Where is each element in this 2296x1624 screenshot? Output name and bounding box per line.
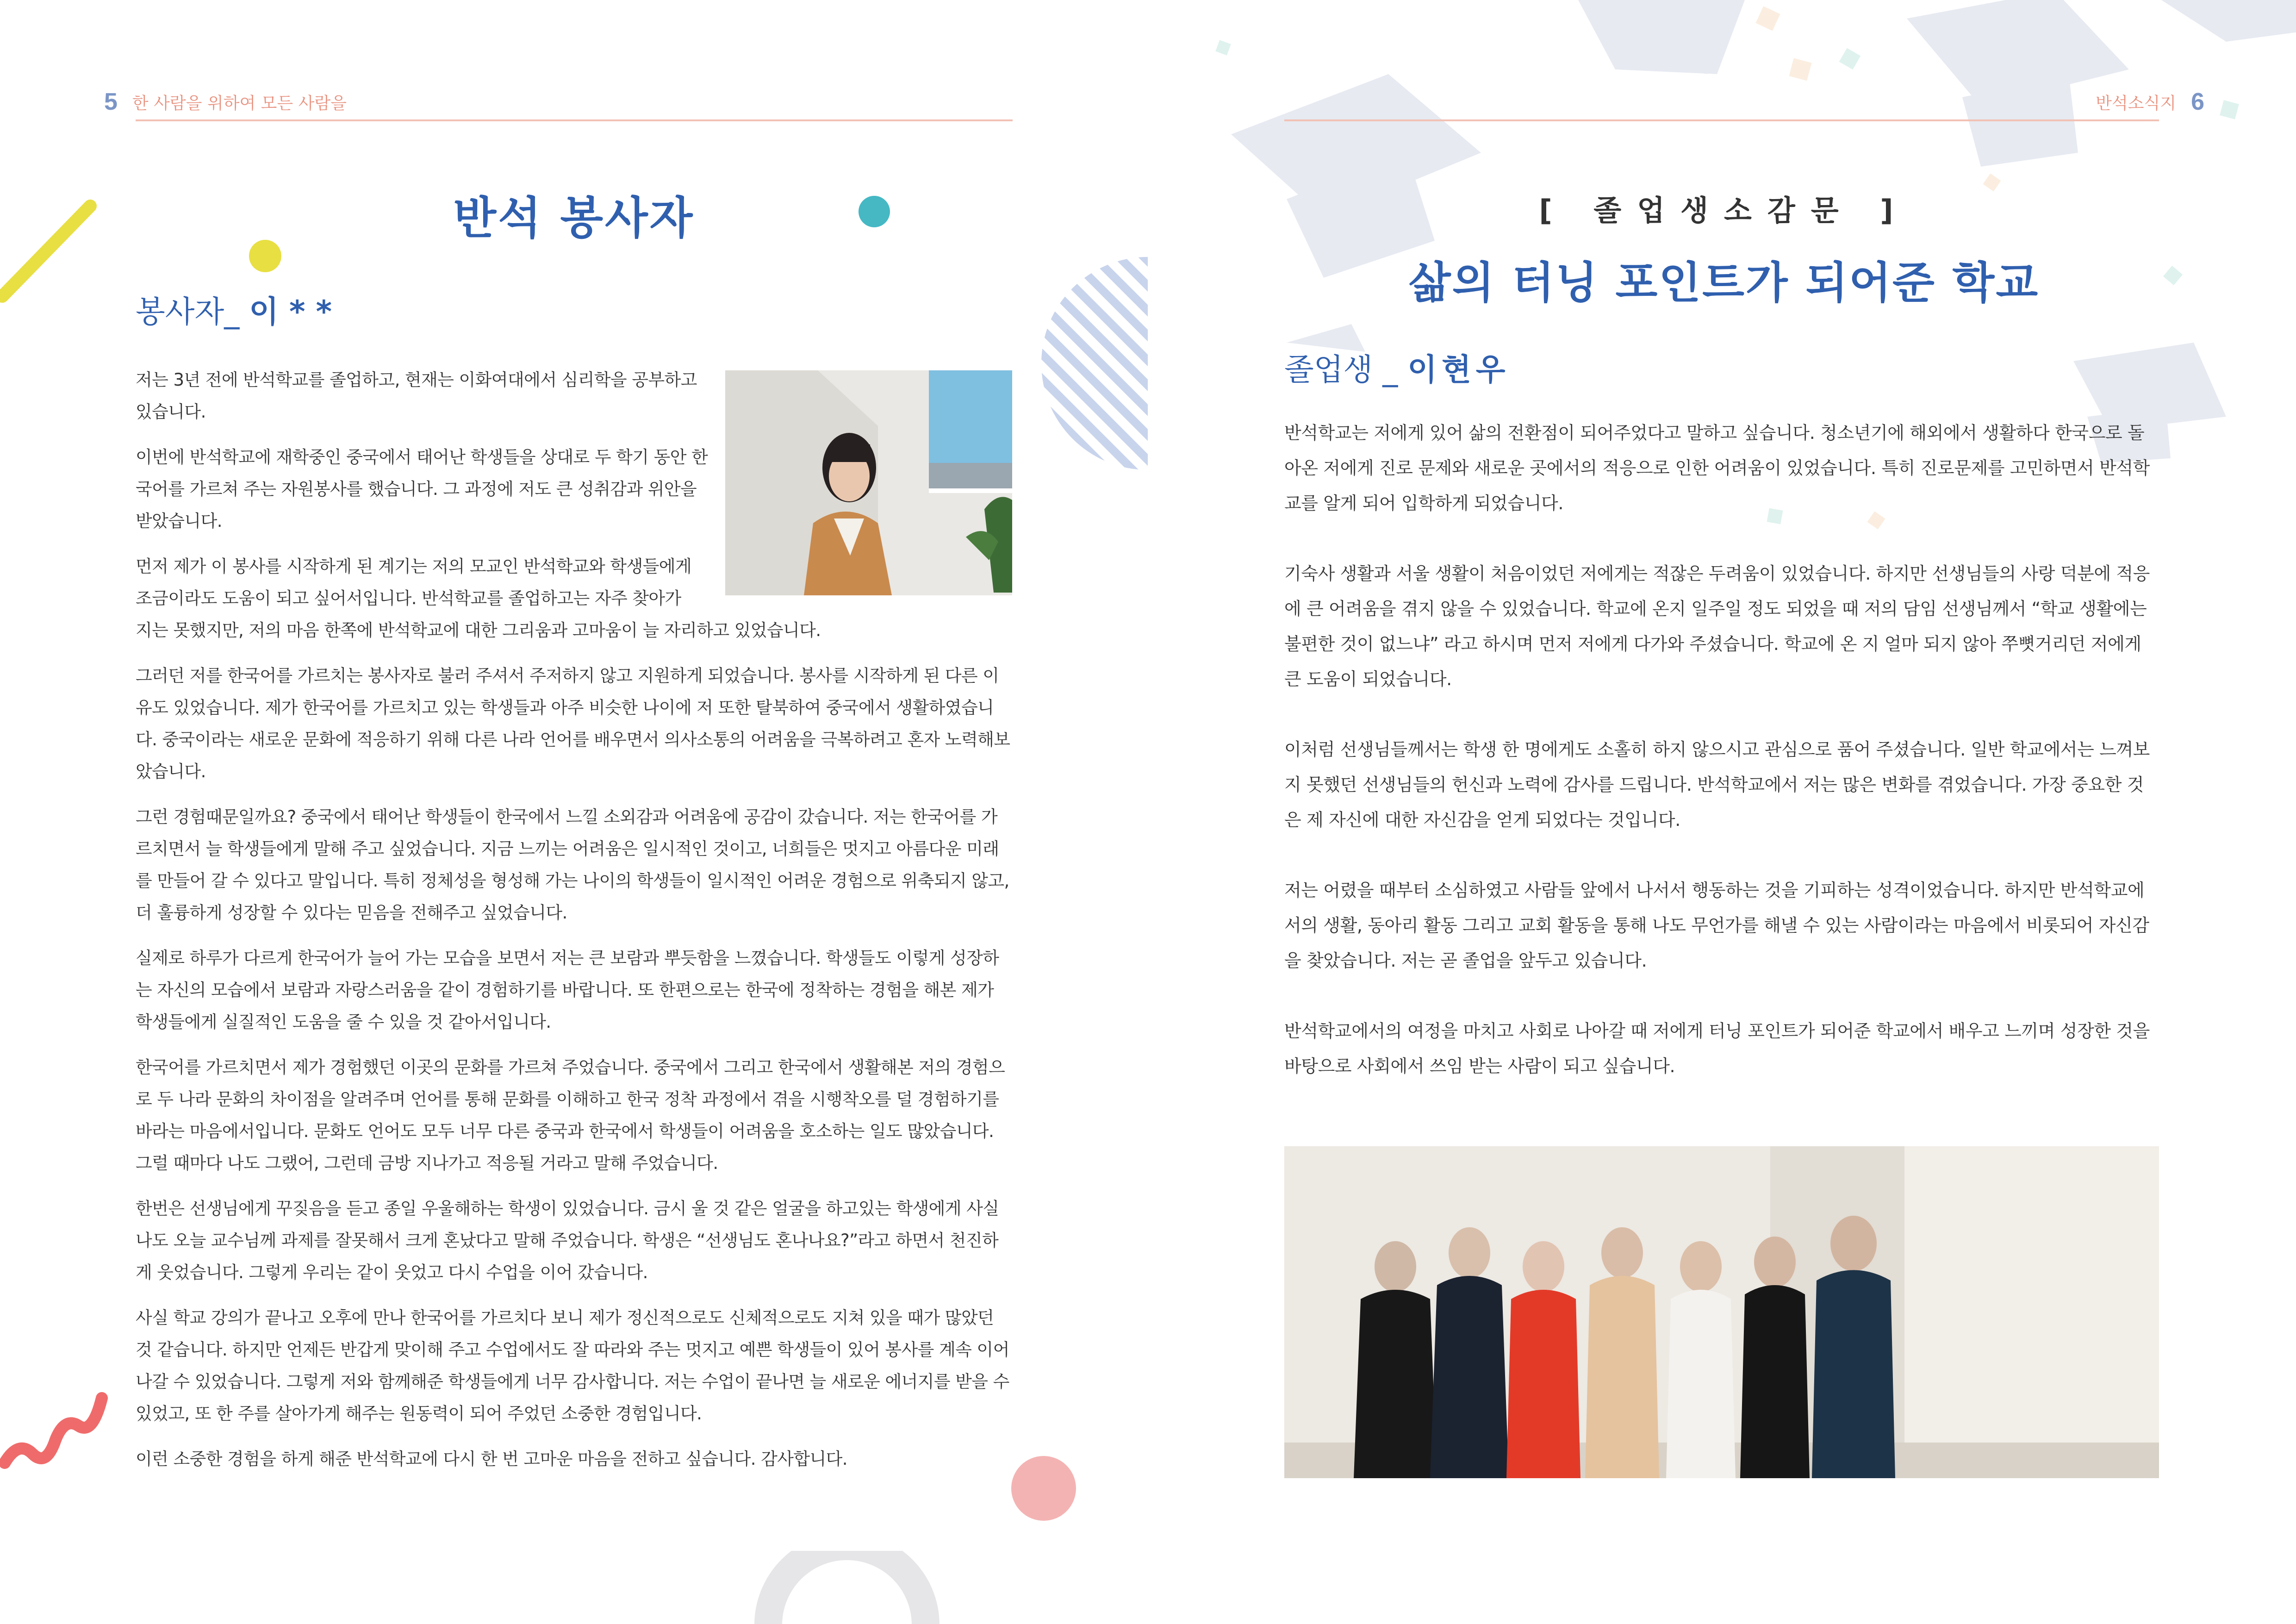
paragraph: 저는 어렸을 때부터 소심하였고 사람들 앞에서 나서서 행동하는 것을 기피하는 성격이었습니다. 하지만 반석학교에서의 생활, 동아리 활동 그리고 교회 활동을 통해 나도 무언가를 해낼 수 있는 사람이라는 마음에서 비롯되어 자신감을 찾았습니다. 저는 곧 졸업을 앞두고 있습니다. <box>1284 880 2149 971</box>
paragraph: 먼저 제가 이 봉사를 시작하게 된 계기는 저의 모교인 반석학교와 학생들에게 조금이라도 도움이 되고 싶어서입니다. 반석학교를 졸업하고는 자주 찾아가 <box>136 556 692 608</box>
paragraph: 실제로 하루가 다르게 한국어가 늘어 가는 모습을 보면서 저는 큰 보람과 뿌듯함을 느꼈습니다. 학생들도 이렇게 성장하는 자신의 모습에서 보람과 자랑스러움을 같이 경험하기를 바랍니다. 또 한편으로는 한국에 정착하는 경험을 해본 제가 학생들에게 실질적인 도움을 줄 수 있을 것 같아서입니다. <box>136 948 999 1032</box>
grey-arc-decoration <box>754 1551 940 1624</box>
article-title: 반석 봉사자 <box>453 192 695 244</box>
paragraph: 이처럼 선생님들께서는 학생 한 명에게도 소홀히 하지 않으시고 관심으로 품어 주셨습니다. 일반 학교에서는 느껴보지 못했던 선생님들의 헌신과 노력에 감사를 드립니다. 반석학교에서 저는 많은 변화를 겪었습니다. 가장 중요한 것은 제 자신에 대한 자신감을 얻게 되었다는 것입니다. <box>1284 739 2150 830</box>
author-label: 졸업생 _ <box>1284 352 1398 387</box>
author-name: 이 * * <box>249 294 332 330</box>
pink-dot-decoration <box>1011 1456 1076 1521</box>
red-squiggle-decoration <box>0 1370 111 1481</box>
paragraph: 이런 소중한 경험을 하게 해준 반석학교에 다시 한 번 고마운 마음을 전하고 싶습니다. 감사합니다. <box>136 1449 847 1469</box>
right-page <box>1148 0 2296 1624</box>
paragraph: 그런 경험때문일까요? 중국에서 태어난 학생들이 한국에서 느낄 소외감과 어려움에 공감이 갔습니다. 저는 한국어를 가르치면서 늘 학생들에게 말해 주고 싶었습니다. 지금 느끼는 어려움은 일시적인 것이고, 너희들은 멋지고 아름다운 미래를 만들어 갈 수 있다고 말입니다. 특히 정체성을 형성해 가는 나이의 학생들이 일시적인 어려운 경험으로 위축되지 않고, 더 훌륭하게 성장할 수 있다는 믿음을 전해주고 싶었습니다. <box>136 807 1009 923</box>
paragraph: 이번에 반석학교에 재학중인 중국에서 태어난 학생들을 상대로 두 학기 동안 한국어를 가르쳐 주는 자원봉사를 했습니다. 그 과정에 저도 큰 성취감과 위안을 받았습니다. <box>136 447 708 531</box>
yellow-stripe-decoration <box>0 199 97 306</box>
paragraph-continuation: 지는 못했지만, 저의 마음 한쪽에 반석학교에 대한 그리움과 고마움이 늘 자리하고 있었습니다. <box>136 620 821 640</box>
running-title: 반석소식지 <box>2096 94 2177 113</box>
header-rule <box>136 119 1013 121</box>
article-body <box>136 364 1013 1488</box>
author-line <box>1284 345 1510 389</box>
paragraph: 그러던 저를 한국어를 가르치는 봉사자로 불러 주셔서 주저하지 않고 지원하게 되었습니다. 봉사를 시작하게 된 다른 이유도 있었습니다. 제가 한국어를 가르치고 있는 학생들과 아주 비슷한 나이에 저 또한 탈북하여 중국에서 생활하였습니다. 중국이라는 새로운 문화에 적응하기 위해 다른 나라 언어를 배우면서 의사소통의 어려움을 극복하려고 혼자 노력해보았습니다. <box>136 666 1010 781</box>
paragraph: 반석학교에서의 여정을 마치고 사회로 나아갈 때 저에게 터닝 포인트가 되어준 학교에서 배우고 느끼며 성장한 것을 바탕으로 사회에서 쓰임 받는 사람이 되고 싶습니다. <box>1284 1021 2150 1076</box>
author-name: 이현우 <box>1407 352 1510 387</box>
graduates-group-photo <box>1284 1146 2159 1478</box>
page-number: 5 <box>104 88 118 115</box>
running-title: 한 사람을 위하여 모든 사람을 <box>132 94 347 113</box>
running-header-left <box>104 86 347 118</box>
group-photo-illustration <box>1284 1146 2159 1478</box>
paragraph-wrap <box>136 550 1013 646</box>
section-kicker: [ 졸업생소감문 ] <box>1539 194 1909 227</box>
paragraph: 기숙사 생활과 서울 생활이 처음이었던 저에게는 적잖은 두려움이 있었습니다. 하지만 선생님들의 사랑 덕분에 적응에 큰 어려움을 겪지 않을 수 있었습니다. 학교에 온지 일주일 정도 되었을 때 저의 담임 선생님께서 “학교 생활에는 불편한 것이 없느냐” 라고 하시며 먼저 저에게 다가와 주셨습니다. 학교에 온 지 얼마 되지 않아 쭈뼛거리던 저에게 큰 도움이 되었습니다. <box>1284 563 2150 689</box>
article-body <box>1284 415 2159 1119</box>
running-header-right <box>2096 86 2204 118</box>
author-label: 봉사자_ <box>136 294 240 330</box>
paragraph: 한국어를 가르치면서 제가 경험했던 이곳의 문화를 가르쳐 주었습니다. 중국에서 그리고 한국에서 생활해본 저의 경험으로 두 나라 문화의 차이점을 알려주며 언어를 통해 문화를 이해하고 한국 정착 과정에서 겪을 시행착오를 덜 경험하기를 바라는 마음에서입니다. 문화도 언어도 모두 너무 다른 중국과 한국에서 학생들이 어려움을 호소하는 일도 많았습니다. 그럴 때마다 나도 그랬어, 그런데 금방 지나가고 적응될 거라고 말해 주었습니다. <box>136 1057 1005 1173</box>
paragraph: 반석학교는 저에게 있어 삶의 전환점이 되어주었다고 말하고 싶습니다. 청소년기에 해외에서 생활하다 한국으로 돌아온 저에게 진로 문제와 새로운 곳에서의 적응으로 인한 어려움이 있었습니다. 특히 진로문제를 고민하면서 반석학교를 알게 되어 입학하게 되었습니다. <box>1284 423 2150 513</box>
paragraph: 저는 3년 전에 반석학교를 졸업하고, 현재는 이화여대에서 심리학을 공부하고 있습니다. <box>136 370 697 422</box>
author-line <box>136 287 332 331</box>
header-rule <box>1284 119 2159 121</box>
paragraph: 사실 학교 강의가 끝나고 오후에 만나 한국어를 가르치다 보니 제가 정신적으로도 신체적으로도 지쳐 있을 때가 많았던 것 같습니다. 하지만 언제든 반갑게 맞이해 주고 수업에서도 잘 따라와 주는 멋지고 예쁜 학생들이 있어 봉사를 계속 이어 나갈 수 있었습니다. 그렇게 저와 함께해준 학생들에게 너무 감사합니다. 저는 수업이 끝나면 늘 새로운 에너지를 받을 수 있었고, 또 한 주를 살아가게 해주는 원동력이 되어 주었던 소중한 경험입니다. <box>136 1308 1009 1424</box>
paragraph: 한번은 선생님에게 꾸짖음을 듣고 종일 우울해하는 학생이 있었습니다. 금시 울 것 같은 얼굴을 하고있는 학생에게 사실 나도 오늘 교수님께 과제를 잘못해서 크게 혼났다고 말해 주었습니다. 학생은 “선생님도 혼나나요?”라고 하면서 천진하게 웃었습니다. 그렇게 우리는 같이 웃었고 다시 수업을 이어 갔습니다. <box>136 1199 999 1282</box>
page-number: 6 <box>2191 88 2204 115</box>
hatched-circle-decoration <box>1014 257 1148 470</box>
article-title: 삶의 터닝 포인트가 되어준 학교 <box>1408 258 2040 308</box>
